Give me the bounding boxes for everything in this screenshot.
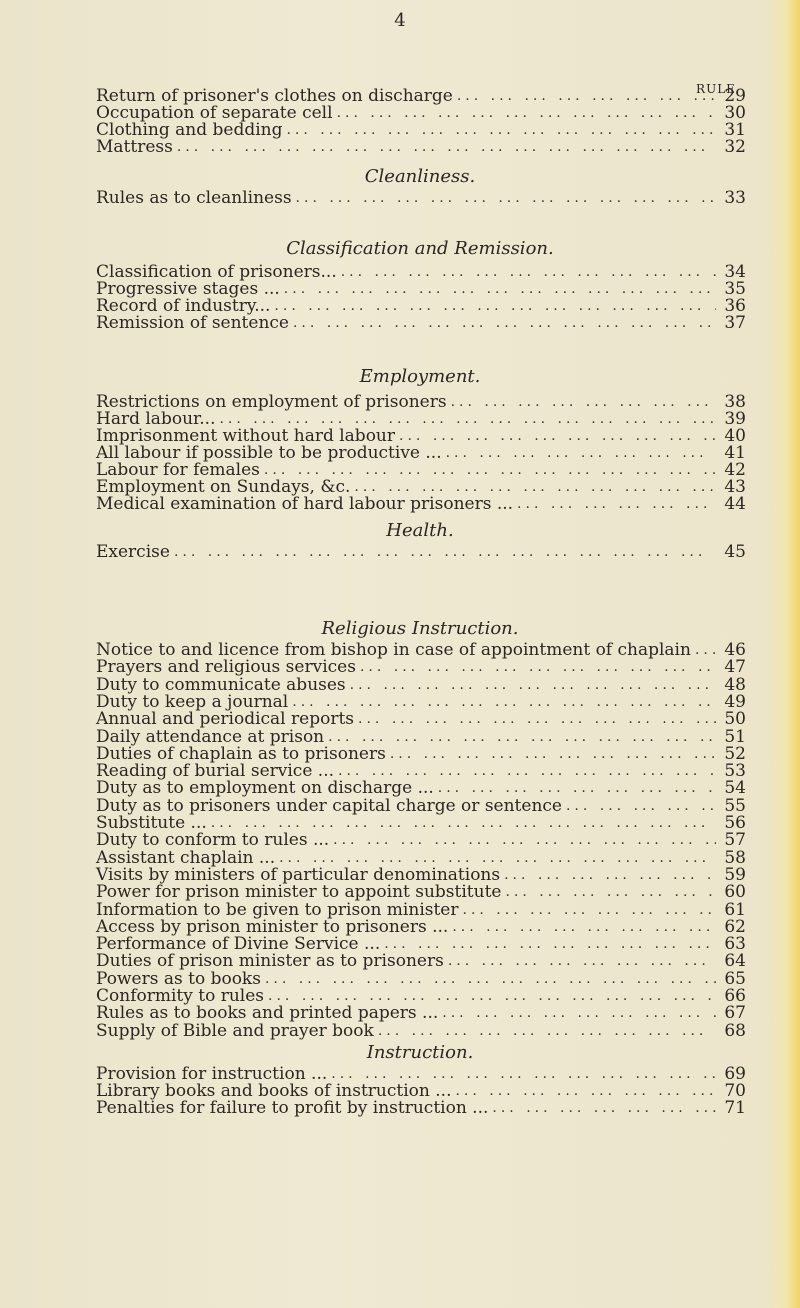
entry-title: Power for prison minister to appoint substitute <box>96 882 502 903</box>
entry-title: Duty as to employment on discharge ... <box>96 778 434 799</box>
entry-title: Duty to conform to rules ... <box>96 830 330 851</box>
rule-number: 36 <box>724 296 746 316</box>
page-number: 4 <box>394 10 406 31</box>
entry-title: Access by prison minister to prisoners ... <box>96 916 449 937</box>
rule-number: 30 <box>724 103 746 123</box>
section-heading: Religious Instruction. <box>321 618 519 639</box>
entry-title: Duty as to prisoners under capital charge or sentence <box>96 795 562 816</box>
rule-number: 32 <box>724 137 746 157</box>
entry-title: Provision for instruction ... <box>96 1064 328 1084</box>
entry-title: Conformity to rules <box>96 986 265 1006</box>
dot-leader <box>174 542 716 562</box>
entry-title: Employment on Sundays, &c. <box>96 477 351 497</box>
dot-leader <box>492 1098 716 1118</box>
section-heading: Employment. <box>359 366 481 387</box>
rule-number: 66 <box>724 986 746 1006</box>
index-entry <box>96 494 746 514</box>
entry-title: Return of prisoner's clothes on discharge <box>96 86 453 106</box>
entry-title: Reading of burial service ... <box>96 761 334 782</box>
entry-title: Rules as to cleanliness <box>96 188 292 208</box>
rule-number: 34 <box>724 262 746 282</box>
rule-number: 71 <box>724 1098 746 1118</box>
rule-number: 33 <box>724 188 746 208</box>
entry-title: Supply of Bible and prayer book <box>96 1020 374 1041</box>
rule-number: 44 <box>724 494 746 514</box>
page-edge <box>786 0 800 1308</box>
rule-number: 38 <box>724 392 746 412</box>
rule-number: 49 <box>724 691 746 712</box>
dot-leader <box>517 494 716 514</box>
rule-column-header: RULE <box>696 82 736 96</box>
entry-title: Performance of Divine Service ... <box>96 934 381 955</box>
entry-title: Duty to keep a journal <box>96 691 289 712</box>
index-entry <box>96 542 746 562</box>
rule-number: 54 <box>724 778 746 799</box>
section-heading: Instruction. <box>366 1042 474 1063</box>
rule-number: 29 <box>724 86 746 106</box>
rule-number: 31 <box>724 120 746 140</box>
rule-number: 68 <box>724 1020 746 1041</box>
entry-title: Penalties for failure to profit by instruction ... <box>96 1098 489 1118</box>
entry-title: Remission of sentence <box>96 313 289 333</box>
dot-leader <box>177 137 716 157</box>
entry-title: Classification of prisoners... <box>96 262 337 282</box>
entry-title: Hard labour... <box>96 409 216 429</box>
rule-number: 58 <box>724 847 746 868</box>
rule-number: 37 <box>724 313 746 333</box>
rule-number: 42 <box>724 460 746 480</box>
entry-title: Clothing and bedding <box>96 120 283 140</box>
entry-title: Information to be given to prison minister <box>96 899 459 920</box>
entry-title: Record of industry... <box>96 296 271 316</box>
rule-number: 53 <box>724 761 746 782</box>
rule-number: 61 <box>724 899 746 920</box>
index-entry <box>96 1021 746 1041</box>
rule-number: 50 <box>724 709 746 730</box>
dot-leader <box>296 188 716 208</box>
rule-number: 40 <box>724 426 746 446</box>
section-heading: Classification and Remission. <box>286 238 554 259</box>
dot-leader <box>378 1021 716 1041</box>
entry-title: Annual and periodical reports <box>96 709 355 730</box>
rule-number: 57 <box>724 830 746 851</box>
rule-number: 43 <box>724 477 746 497</box>
rule-number: 67 <box>724 1003 746 1024</box>
rule-number: 35 <box>724 279 746 299</box>
entry-title: Occupation of separate cell <box>96 103 333 123</box>
entry-title: Visits by ministers of particular denominations <box>96 864 501 885</box>
entry-title: Exercise <box>96 542 170 562</box>
entry-title: Duties of chaplain as to prisoners <box>96 743 386 764</box>
rule-number: 55 <box>724 795 746 816</box>
entry-title: Mattress <box>96 137 173 157</box>
rule-number: 70 <box>724 1081 746 1101</box>
index-entry <box>96 188 746 208</box>
index-entry <box>96 137 746 157</box>
entry-title: Substitute ... <box>96 813 207 833</box>
rule-number: 51 <box>724 726 746 747</box>
index-entry <box>96 313 746 333</box>
entry-title: Progressive stages ... <box>96 279 280 299</box>
rule-number: 47 <box>724 657 746 678</box>
rule-number: 60 <box>724 882 746 903</box>
rule-number: 56 <box>724 813 746 833</box>
entry-title: Notice to and licence from bishop in case of appointment of chaplain <box>96 640 691 660</box>
rule-number: 48 <box>724 674 746 695</box>
rule-number: 62 <box>724 916 746 937</box>
rule-number: 65 <box>724 968 746 989</box>
entry-title: All labour if possible to be productive ... <box>96 443 442 463</box>
rule-number: 64 <box>724 951 746 972</box>
section-heading: Cleanliness. <box>364 166 476 187</box>
entry-title: Medical examination of hard labour prisoners ... <box>96 494 514 514</box>
index-entry <box>96 1098 746 1118</box>
entry-title: Duties of prison minister as to prisoners <box>96 951 444 972</box>
entry-title: Prayers and religious services <box>96 657 356 678</box>
rule-number: 39 <box>724 409 746 429</box>
rule-number: 63 <box>724 934 746 955</box>
entry-title: Imprisonment without hard labour <box>96 426 396 446</box>
entry-title: Library books and books of instruction ... <box>96 1081 452 1101</box>
entry-title: Restrictions on employment of prisoners <box>96 392 447 412</box>
entry-title: Rules as to books and printed papers ... <box>96 1003 439 1024</box>
entry-title: Powers as to books <box>96 968 261 989</box>
entry-title: Labour for females <box>96 460 260 480</box>
rule-number: 45 <box>724 542 746 562</box>
section-heading: Health. <box>386 520 454 541</box>
rule-number: 69 <box>724 1064 746 1084</box>
entry-title: Duty to communicate abuses <box>96 674 346 695</box>
rule-number: 52 <box>724 743 746 764</box>
rule-number: 46 <box>724 640 746 660</box>
entry-title: Daily attendance at prison <box>96 726 325 747</box>
entry-title: Assistant chaplain ... <box>96 847 276 868</box>
rule-number: 41 <box>724 443 746 463</box>
rule-number: 59 <box>724 864 746 885</box>
dot-leader <box>293 313 716 333</box>
